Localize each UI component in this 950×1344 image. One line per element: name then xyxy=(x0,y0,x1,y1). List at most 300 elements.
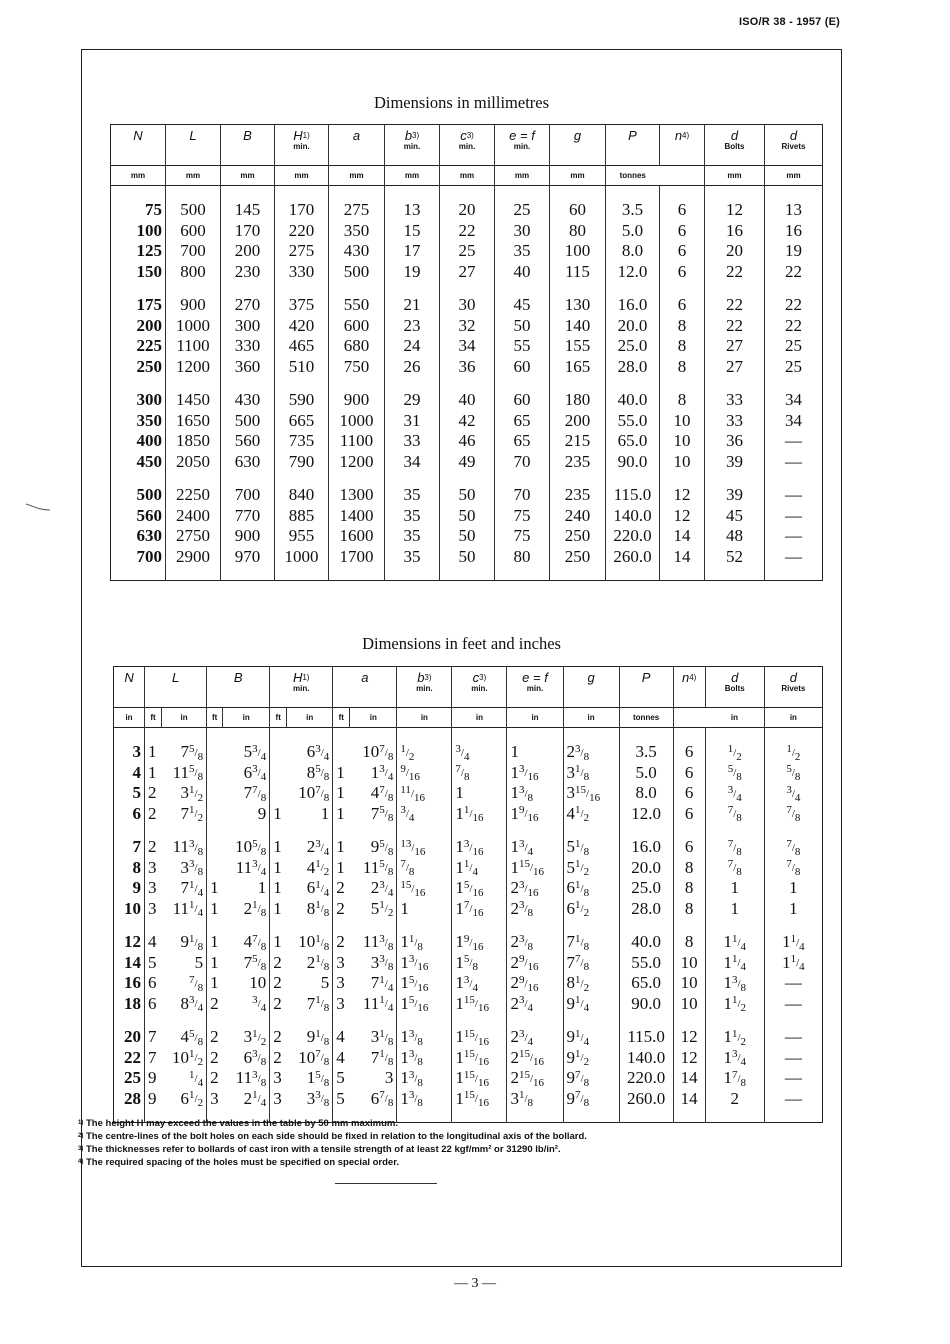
unit-cell: mm xyxy=(130,171,146,180)
table-cell: 28.0 xyxy=(619,899,673,920)
table-cell: 45 xyxy=(495,295,550,316)
table-cell: 10 xyxy=(673,953,705,974)
table-cell: 19 xyxy=(765,241,823,262)
table-cell: 15/8 xyxy=(452,953,507,974)
gap-cell xyxy=(705,1014,764,1027)
table-cell: 22 xyxy=(705,316,765,337)
footnote-mark: 2) xyxy=(78,1133,84,1139)
table-cell: 155 xyxy=(550,336,606,357)
table-cell: 17/8 xyxy=(705,1068,764,1089)
table-cell: 1400 xyxy=(329,506,385,527)
table-cell: 2 xyxy=(145,804,162,825)
table-cell xyxy=(270,742,287,763)
column-header xyxy=(507,667,563,708)
footnote-text: The height H may exceed the values in the table by 50 mm maximum. xyxy=(85,1118,399,1129)
unit-cell: in xyxy=(287,708,333,728)
gap-cell xyxy=(440,567,495,581)
column-header-note: 1) xyxy=(302,673,310,682)
table-cell: 2250 xyxy=(166,485,221,506)
table-cell: 91/8 xyxy=(180,932,204,953)
table-cell: 91/4 xyxy=(563,994,619,1015)
table-cell: 15/16 xyxy=(397,994,452,1015)
table-cell: 420 xyxy=(275,316,329,337)
gap-cell xyxy=(166,472,221,485)
table-cell: 80 xyxy=(550,221,606,242)
gap-cell xyxy=(673,824,705,837)
gap-cell xyxy=(207,824,223,837)
table-cell: 20.0 xyxy=(606,316,660,337)
table-cell: 6 xyxy=(145,994,162,1015)
table-cell: 7/8 xyxy=(705,858,764,879)
table-cell: 70 xyxy=(495,485,550,506)
column-header-label: d xyxy=(730,128,739,143)
table-cell: 9 xyxy=(257,803,267,823)
table-cell: 34 xyxy=(765,411,823,432)
table-cell: 665 xyxy=(275,411,329,432)
gap-cell xyxy=(660,567,705,581)
table-cell: 13/8 xyxy=(507,783,563,804)
table-cell: 2 xyxy=(207,1048,223,1069)
gap-cell xyxy=(223,919,270,932)
table-cell: 1100 xyxy=(329,431,385,452)
spacer-cell xyxy=(350,728,397,743)
table-cell: 23 xyxy=(385,316,440,337)
table-cell: 107/8 xyxy=(298,1047,330,1069)
unit-cell: in xyxy=(730,713,739,722)
unit-cell: tonnes xyxy=(619,708,673,728)
gap-cell xyxy=(275,472,329,485)
table-cell: 900 xyxy=(221,526,275,547)
table-cell: 2 xyxy=(333,932,350,953)
column-header-sub: min. xyxy=(458,142,476,151)
table-row xyxy=(114,783,823,804)
table-cell: 235 xyxy=(550,485,606,506)
spacer-cell xyxy=(162,728,207,743)
table-cell: 115/16 xyxy=(452,994,507,1015)
gap-cell xyxy=(440,282,495,295)
unit-cell: in xyxy=(350,708,397,728)
column-header-note: 1) xyxy=(302,131,310,140)
table-cell: 19/16 xyxy=(452,932,507,953)
table-cell: 63/4 xyxy=(243,762,267,784)
table-cell: 22 xyxy=(765,295,823,316)
table-cell: 9 xyxy=(132,878,142,897)
unit-cell: in xyxy=(507,708,563,728)
table-cell: 2900 xyxy=(166,547,221,568)
table-cell: 350 xyxy=(136,410,162,430)
table-cell: 34 xyxy=(385,452,440,473)
table-cell: 60 xyxy=(495,390,550,411)
table-cell: 630 xyxy=(221,452,275,473)
table-cell: 2 xyxy=(333,899,350,920)
table-cell: 75 xyxy=(145,200,162,219)
column-header-label: P xyxy=(628,128,637,143)
unit-cell: mm xyxy=(550,166,606,186)
gap-cell xyxy=(705,824,764,837)
gap-cell xyxy=(223,1014,270,1027)
table-cell: 6 xyxy=(660,221,705,242)
table-row xyxy=(111,485,823,506)
table-cell: 26 xyxy=(385,357,440,378)
gap-cell xyxy=(673,919,705,932)
gap-cell xyxy=(619,919,673,932)
gap-cell xyxy=(764,1109,822,1123)
table-row xyxy=(114,899,823,920)
table-cell: 700 xyxy=(221,485,275,506)
table-cell: 80 xyxy=(495,547,550,568)
table-cell: 17/16 xyxy=(452,899,507,920)
table-cell: 65.0 xyxy=(606,431,660,452)
column-header-sub: min. xyxy=(513,142,531,151)
gap-cell xyxy=(385,377,440,390)
table-row xyxy=(111,336,823,357)
gap-cell xyxy=(765,377,823,390)
table-cell: 28.0 xyxy=(606,357,660,378)
table-cell: — xyxy=(765,506,823,527)
column-header xyxy=(275,125,329,166)
gap-cell xyxy=(606,282,660,295)
gap-cell xyxy=(764,919,822,932)
table-cell: 51/2 xyxy=(370,898,394,920)
table-cell: 11/2 xyxy=(705,994,764,1015)
table-cell: 35 xyxy=(385,547,440,568)
spacer-cell xyxy=(329,186,385,201)
table-cell: 33 xyxy=(705,390,765,411)
table-cell: 71/8 xyxy=(370,1047,394,1069)
table-cell: 170 xyxy=(221,221,275,242)
table-cell: 6 xyxy=(660,200,705,221)
column-header xyxy=(452,667,507,708)
spacer-cell xyxy=(705,728,764,743)
column-header-sub: min. xyxy=(416,684,433,693)
table-cell: 30 xyxy=(495,221,550,242)
table-cell: 33/8 xyxy=(180,857,204,879)
table-cell: 90.0 xyxy=(606,452,660,473)
gap-cell xyxy=(563,919,619,932)
table-cell: 97/8 xyxy=(563,1068,619,1089)
table-cell: 1 xyxy=(270,878,287,899)
table-cell: 15/16 xyxy=(397,973,452,994)
table-cell: 20 xyxy=(124,1027,142,1046)
spacer-cell xyxy=(660,186,705,201)
table-row xyxy=(111,200,823,221)
table-cell: 49 xyxy=(440,452,495,473)
gap-cell xyxy=(660,282,705,295)
column-header-sub: min. xyxy=(526,684,544,693)
table-cell: 3.5 xyxy=(606,200,660,221)
table-cell: 11/4 xyxy=(452,858,507,879)
table-cell: 31/8 xyxy=(370,1027,394,1048)
table-cell: 1 xyxy=(764,899,822,920)
ft-table-caption: Dimensions in feet and inches xyxy=(362,634,561,653)
spacer-cell xyxy=(223,728,270,743)
table-cell: 11/16 xyxy=(452,804,507,825)
table-cell: 6 xyxy=(673,742,705,763)
table-cell: — xyxy=(764,1027,822,1048)
table-row xyxy=(114,1089,823,1110)
gap-cell xyxy=(606,567,660,581)
table-cell: 500 xyxy=(166,200,221,221)
table-cell: 61/2 xyxy=(563,899,619,920)
unit-cell: mm xyxy=(440,166,495,186)
table-cell: — xyxy=(765,526,823,547)
table-cell: 71/4 xyxy=(370,973,394,994)
table-cell: 41/2 xyxy=(306,857,330,879)
table-cell: 200 xyxy=(221,241,275,262)
table-cell: 510 xyxy=(275,357,329,378)
gap-cell xyxy=(111,567,166,581)
table-cell: 275 xyxy=(275,241,329,262)
unit-cell: in xyxy=(563,708,619,728)
table-row xyxy=(111,506,823,527)
table-cell: 3 xyxy=(270,1068,287,1089)
table-cell: 13/16 xyxy=(507,763,563,784)
column-header-label: B xyxy=(243,128,252,143)
table-cell: 1 xyxy=(507,742,563,763)
table-cell: 50 xyxy=(440,485,495,506)
gap-cell xyxy=(221,567,275,581)
table-cell: 36 xyxy=(705,431,765,452)
table-cell: 25.0 xyxy=(606,336,660,357)
spacer-row xyxy=(111,186,823,201)
table-cell: 20 xyxy=(440,200,495,221)
column-header xyxy=(270,667,333,708)
table-cell: 1 xyxy=(333,783,350,804)
column-header xyxy=(111,125,166,166)
table-cell xyxy=(270,763,287,784)
table-cell: 10 xyxy=(673,973,705,994)
table-cell: 13/16 xyxy=(452,837,507,858)
column-header-sub: min. xyxy=(293,142,310,151)
table-cell: 560 xyxy=(136,505,162,525)
table-cell: 2 xyxy=(270,1027,287,1048)
gap-cell xyxy=(287,1014,333,1027)
unit-cell: mm xyxy=(166,166,221,186)
table-cell: 2 xyxy=(145,783,162,804)
table-cell: 12 xyxy=(124,932,142,951)
table-cell: 1/2 xyxy=(397,742,452,763)
document-reference: ISO/R 38 - 1957 (E) xyxy=(738,16,840,28)
table-cell: 16.0 xyxy=(619,837,673,858)
table-row xyxy=(114,837,823,858)
gap-cell xyxy=(765,282,823,295)
gap-cell xyxy=(452,1014,507,1027)
table-cell: 10 xyxy=(660,431,705,452)
gap-cell xyxy=(705,377,765,390)
table-cell: 3 xyxy=(384,1068,394,1087)
table-cell: 19/16 xyxy=(507,804,563,825)
table-cell: 1300 xyxy=(329,485,385,506)
gap-cell xyxy=(550,282,606,295)
table-cell: 52 xyxy=(705,547,765,568)
gap-cell xyxy=(145,824,162,837)
column-header-label: a xyxy=(352,128,361,143)
table-cell: 28 xyxy=(124,1088,142,1108)
table-cell: 150 xyxy=(136,261,162,281)
table-cell: 23/8 xyxy=(507,899,563,920)
table-cell: 7/8 xyxy=(764,804,822,825)
table-cell: 71/8 xyxy=(563,932,619,953)
gap-cell xyxy=(385,282,440,295)
table-cell: 560 xyxy=(221,431,275,452)
table-cell: 111/4 xyxy=(172,898,204,920)
table-cell: 790 xyxy=(275,452,329,473)
table-cell: 1/2 xyxy=(705,742,764,763)
table-cell: 105/8 xyxy=(235,837,267,858)
table-cell: 14 xyxy=(660,526,705,547)
table-cell: 12.0 xyxy=(606,262,660,283)
table-cell: — xyxy=(765,547,823,568)
table-cell: 5 xyxy=(145,953,162,974)
table-cell: 40 xyxy=(495,262,550,283)
table-row xyxy=(114,953,823,974)
table-cell: 3/4 xyxy=(764,783,822,804)
table-cell: 12 xyxy=(660,506,705,527)
table-cell: 50 xyxy=(440,526,495,547)
table-cell: 590 xyxy=(275,390,329,411)
table-row xyxy=(111,316,823,337)
table-cell: 6 xyxy=(660,295,705,316)
table-cell: 5 xyxy=(194,952,204,972)
table-cell: 5.0 xyxy=(606,221,660,242)
table-cell xyxy=(207,858,223,879)
table-cell: 260.0 xyxy=(606,547,660,568)
table-cell: 2 xyxy=(705,1089,764,1110)
table-cell: 1 xyxy=(333,837,350,858)
gap-cell xyxy=(619,1109,673,1123)
table-cell: 1 xyxy=(764,878,822,899)
table-cell: 3 xyxy=(207,1089,223,1110)
table-cell: 8 xyxy=(673,932,705,953)
table-cell: 2 xyxy=(270,953,287,974)
table-cell: 16 xyxy=(705,221,765,242)
table-cell xyxy=(207,804,223,825)
column-header xyxy=(385,125,440,166)
table-cell: 430 xyxy=(221,390,275,411)
gap-cell xyxy=(111,282,166,295)
column-header-label: c xyxy=(472,670,480,685)
gap-cell xyxy=(145,919,162,932)
table-cell: — xyxy=(765,452,823,473)
table-cell: 6 xyxy=(673,763,705,784)
table-row xyxy=(111,452,823,473)
table-cell: 3/4 xyxy=(252,994,267,1015)
table-cell: 1 xyxy=(270,932,287,953)
table-cell: — xyxy=(765,485,823,506)
table-cell: 115/16 xyxy=(452,1068,507,1089)
table-cell: 500 xyxy=(329,262,385,283)
group-gap xyxy=(114,919,823,932)
table-cell: 1 xyxy=(270,899,287,920)
column-header xyxy=(114,667,145,708)
table-cell: 2 xyxy=(270,973,287,994)
gap-cell xyxy=(550,377,606,390)
table-cell: 680 xyxy=(329,336,385,357)
table-cell: 1000 xyxy=(329,411,385,432)
gap-cell xyxy=(705,567,765,581)
table-cell: 21/4 xyxy=(243,1088,267,1110)
table-cell: 2750 xyxy=(166,526,221,547)
table-cell: 1 xyxy=(207,953,223,974)
table-cell: 107/8 xyxy=(362,742,394,763)
column-header xyxy=(550,125,606,166)
table-cell: 100 xyxy=(550,241,606,262)
table-cell: 29 xyxy=(385,390,440,411)
table-cell: 240 xyxy=(550,506,606,527)
spacer-cell xyxy=(507,728,563,743)
table-cell: 13/4 xyxy=(705,1048,764,1069)
table-cell: 630 xyxy=(136,526,162,545)
table-cell: 970 xyxy=(221,547,275,568)
spacer-cell xyxy=(333,728,350,743)
table-cell: 3 xyxy=(132,742,142,761)
table-cell: 330 xyxy=(221,336,275,357)
table-cell: 140.0 xyxy=(619,1048,673,1069)
table-cell: 101/2 xyxy=(172,1047,204,1069)
table-cell: 71/4 xyxy=(180,878,204,899)
gap-cell xyxy=(507,1014,563,1027)
column-header-label: P xyxy=(641,670,651,685)
table-cell: 2 xyxy=(207,1068,223,1089)
column-header-sub: Rivets xyxy=(781,684,806,693)
table-cell: 2 xyxy=(270,994,287,1015)
gap-cell xyxy=(166,377,221,390)
gap-cell xyxy=(111,377,166,390)
table-cell: 7 xyxy=(132,837,142,856)
table-cell: 165 xyxy=(550,357,606,378)
table-cell: 33 xyxy=(705,411,765,432)
table-cell: 3 xyxy=(145,878,162,899)
column-header xyxy=(440,125,495,166)
table-cell: 22 xyxy=(440,221,495,242)
table-cell: 3/4 xyxy=(705,783,764,804)
spacer-cell xyxy=(765,186,823,201)
table-cell: 7 xyxy=(145,1048,162,1069)
table-cell xyxy=(270,783,287,804)
table-row xyxy=(114,742,823,763)
table-row xyxy=(111,411,823,432)
footnotes xyxy=(78,1117,587,1169)
footnote xyxy=(78,1130,587,1143)
gap-cell xyxy=(207,919,223,932)
gap-cell xyxy=(495,377,550,390)
table-cell: — xyxy=(764,1089,822,1110)
table-cell: 215/16 xyxy=(507,1068,563,1089)
column-header-label: c xyxy=(460,128,467,143)
table-cell: 3 xyxy=(145,899,162,920)
gap-cell xyxy=(145,1014,162,1027)
table-cell: 8 xyxy=(660,357,705,378)
unit-cell: mm xyxy=(329,166,385,186)
table-cell: 11/4 xyxy=(764,953,822,974)
table-cell: 430 xyxy=(329,241,385,262)
table-cell: 13/8 xyxy=(705,973,764,994)
table-cell: 10 xyxy=(660,411,705,432)
table-cell: 770 xyxy=(221,506,275,527)
group-gap xyxy=(114,1014,823,1027)
table-cell: 11/2 xyxy=(705,1027,764,1048)
gap-cell xyxy=(507,919,563,932)
column-header xyxy=(705,125,765,166)
table-cell: 6 xyxy=(660,241,705,262)
column-header-label: d xyxy=(731,670,739,685)
table-cell: 300 xyxy=(136,390,162,409)
table-cell: 6 xyxy=(145,973,162,994)
spacer-cell xyxy=(145,728,162,743)
column-header xyxy=(397,667,452,708)
table-cell: 115/16 xyxy=(507,858,563,879)
table-cell: — xyxy=(764,994,822,1015)
